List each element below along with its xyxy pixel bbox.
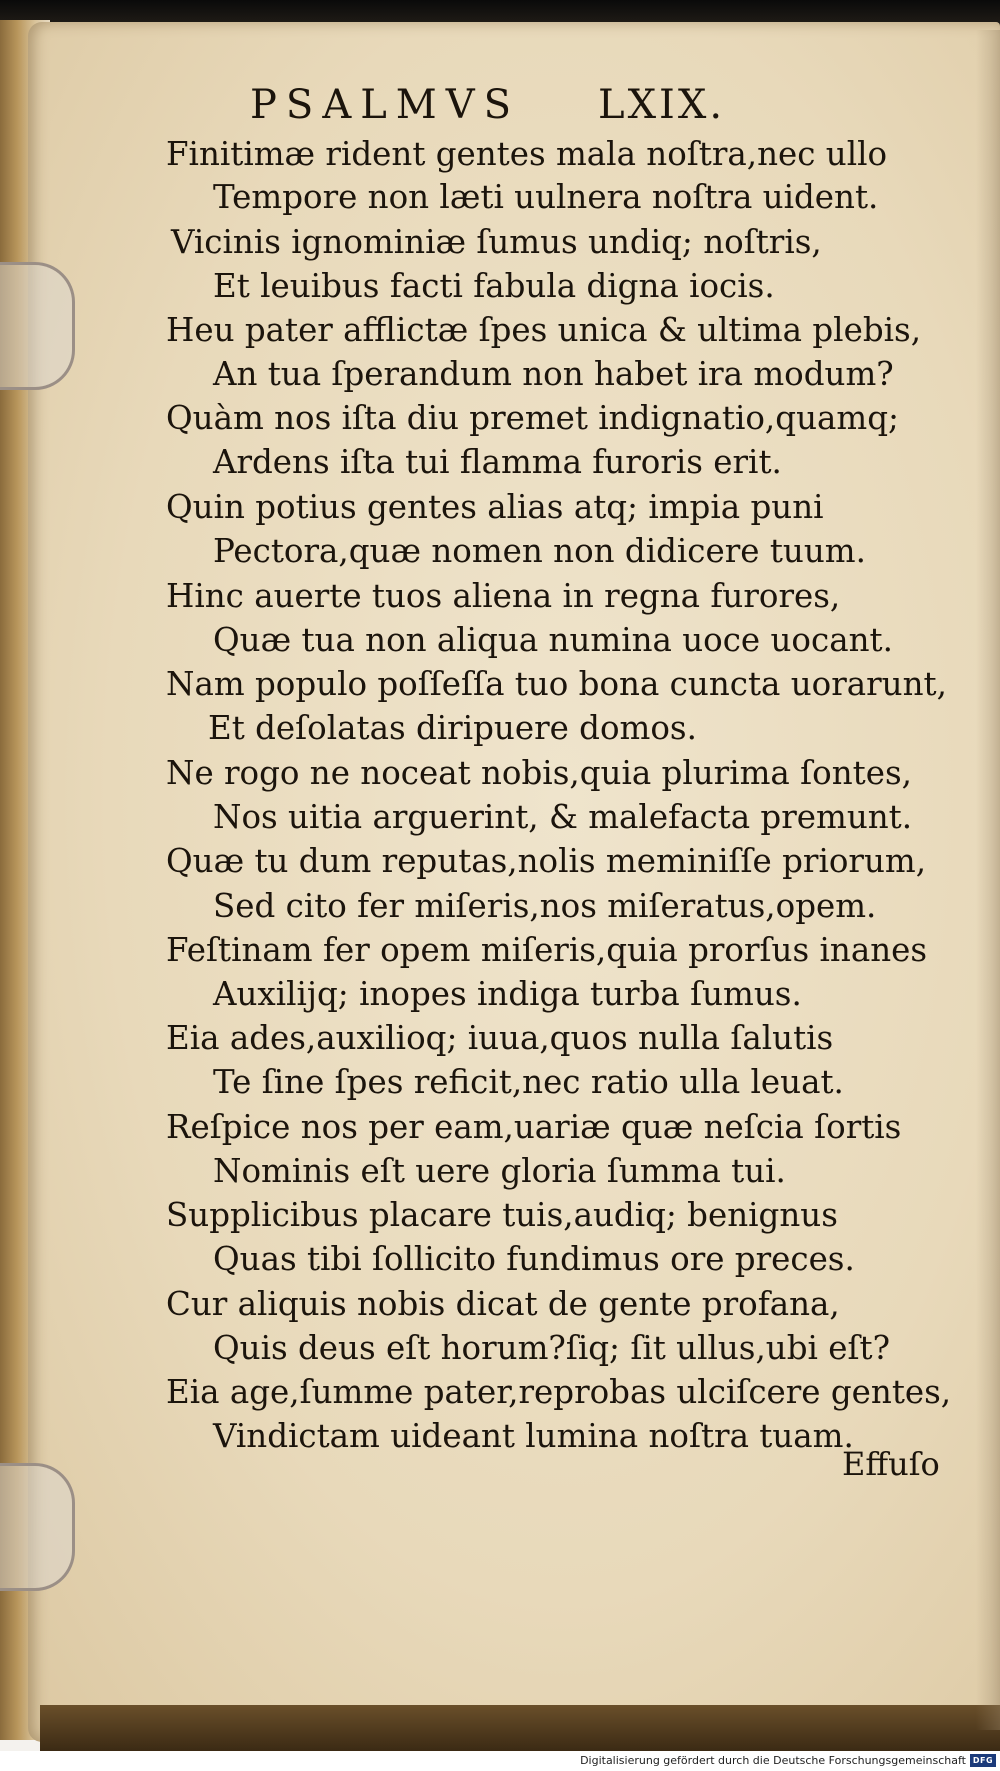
verse-line-24: Nominis eſt uere gloria ſumma tui. <box>213 1152 786 1190</box>
running-header <box>250 82 810 128</box>
verse-line-16: Nos uitia arguerint, & malefacta premunt. <box>213 798 913 836</box>
verse-line-5: Heu pater afflictæ ſpes unica & ultima plebis, <box>166 311 922 349</box>
verse-line-8: Ardens iſta tui flamma furoris erit. <box>213 443 782 481</box>
clasp-loop-top <box>0 262 75 390</box>
verse-line-10: Pectora,quæ nomen non didicere tuum. <box>213 532 866 570</box>
verse-line-2: Tempore non læti uulnera noſtra uident. <box>213 178 879 216</box>
verse-line-18: Sed cito fer miſeris,nos miſeratus,opem. <box>213 887 877 925</box>
verse-line-29: Eia age,ſumme pater,reprobas ulciſcere gentes, <box>166 1373 952 1411</box>
verse-line-11: Hinc auerte tuos aliena in regna furores, <box>166 577 841 615</box>
verse-line-20: Auxilijq; inopes indiga turba ſumus. <box>213 975 802 1013</box>
verse-line-23: Reſpice nos per eam,uariæ quæ neſcia ſortis <box>166 1108 902 1146</box>
verse-line-22: Te ſine ſpes reficit,nec ratio ulla leuat. <box>213 1063 844 1101</box>
verse-line-28: Quis deus eſt horum?ſiq; ſit ullus,ubi eſt? <box>213 1329 891 1367</box>
verse-line-4: Et leuibus facti fabula digna iocis. <box>213 267 775 305</box>
verse-line-7: Quàm nos iſta diu premet indignatio,quamq; <box>166 399 899 437</box>
verse-line-21: Eia ades,auxilioq; iuua,quos nulla ſalutis <box>166 1019 834 1057</box>
dfg-logo: DFG <box>970 1754 996 1767</box>
verse-line-25: Supplicibus placare tuis,audiq; benignus <box>166 1196 838 1234</box>
verse-line-1: Finitimæ rident gentes mala noſtra,nec ullo <box>166 135 888 173</box>
clasp-loop-bottom <box>0 1463 75 1591</box>
digitization-footer <box>0 1751 1000 1771</box>
verse-line-17: Quæ tu dum reputas,nolis meminiſſe priorum, <box>166 842 927 880</box>
verse-line-26: Quas tibi ſollicito fundimus ore preces. <box>213 1240 855 1278</box>
verse-line-9: Quin potius gentes alias atq; impia puni <box>166 488 824 526</box>
verse-line-12: Quæ tua non aliqua numina uoce uocant. <box>213 621 893 659</box>
psalm-title: PSALMVS <box>250 82 521 128</box>
verse-line-6: An tua ſperandum non habet ira modum? <box>213 355 894 393</box>
footer-credit: Digitalisierung gefördert durch die Deutsche Forschungsgemeinschaft <box>580 1754 966 1767</box>
verse-line-19: Feſtinam fer opem miſeris,quia prorſus inanes <box>166 931 928 969</box>
catchword: Effuſo <box>842 1445 940 1483</box>
verse-line-14: Et deſolatas diripuere domos. <box>208 709 697 747</box>
verse-line-3: Vicinis ignominiæ ſumus undiq; noſtris, <box>171 223 822 261</box>
verse-line-30: Vindictam uideant lumina noſtra tuam. <box>213 1417 854 1455</box>
psalm-number: LXIX. <box>598 82 726 128</box>
verse-line-27: Cur aliquis nobis dicat de gente profana, <box>166 1285 840 1323</box>
verse-line-13: Nam populo poſſeſſa tuo bona cuncta uorarunt, <box>166 665 947 703</box>
verse-line-15: Ne rogo ne noceat nobis,quia plurima ſontes, <box>166 754 912 792</box>
page-bottom-edge <box>40 1705 1000 1751</box>
page-right-shadow <box>976 30 1000 1730</box>
